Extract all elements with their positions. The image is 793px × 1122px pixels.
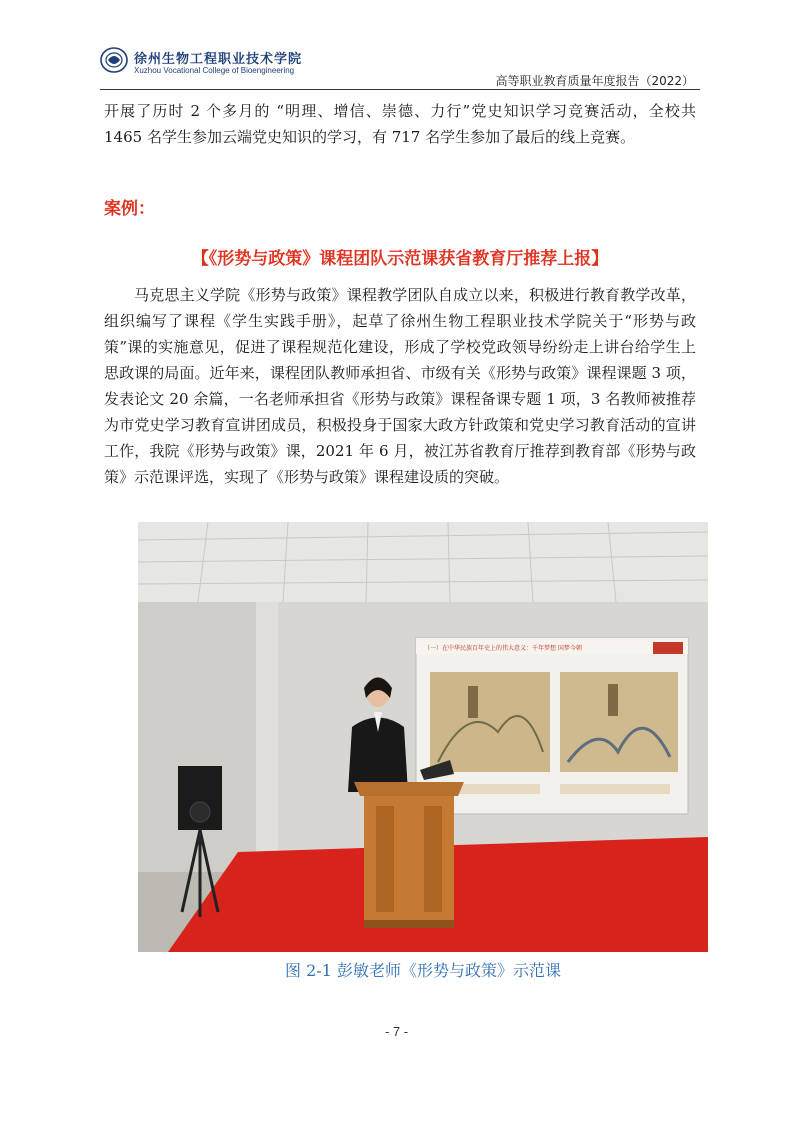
report-title: 高等职业教育质量年度报告（2022） — [495, 74, 694, 88]
figure-caption: 图 2-1 彭敏老师《形势与政策》示范课 — [285, 961, 561, 980]
school-name-en: Xuzhou Vocational College of Bioengineering — [134, 66, 295, 75]
page-number: - 7 - — [384, 1024, 409, 1039]
case-label: 案例： — [104, 199, 155, 219]
page-header — [100, 44, 700, 90]
school-logo-icon — [100, 46, 128, 74]
case-body-paragraph: 马克思主义学院《形势与政策》课程教学团队自成立以来，积极进行教育教学改革，组织编写了课程《学生实践手册》，起草了徐州生物工程职业技术学院关于“形势与政策”课的实施意见，促进了课程规范化建设，形成了学校党政领导纷纷走上讲台给学生上思政课的局面。近年来，课程团队教师承担省、市级有关《形势与政策》课程课题 3 项，发表论文 20 余篇，一名老师承担省《形势与政策》课程备课专题 1 项，3 名教师被推荐为市党史学习教育宣讲团成员，积极投身于国家大政方针政策和党史学习教育活动的宣讲工作，我院《形势与政策》课，2021 年 6 月，被江苏省教育厅推荐到教育部《形势与政策》示范课评选，实现了《形势与政策》课程建设质的突破。 — [104, 286, 696, 486]
lecture-photo-illustration — [138, 522, 708, 952]
intro-paragraph: 开展了历时 2 个多月的 “明理、增信、崇德、力行”党史知识学习竞赛活动，全校共 1465 名学生参加云端党史知识的学习，有 717 名学生参加了最后的线上竞赛。 — [104, 102, 696, 146]
case-title: 【《形势与政策》课程团队示范课获省教育厅推荐上报】 — [191, 249, 609, 269]
header-divider — [100, 89, 700, 90]
slide-heading: （一）在中华民族百年史上的伟大意义：千年梦想 国梦今朝 — [424, 645, 582, 652]
lecture-photo — [138, 522, 708, 952]
school-name-cn: 徐州生物工程职业技术学院 — [134, 52, 303, 67]
